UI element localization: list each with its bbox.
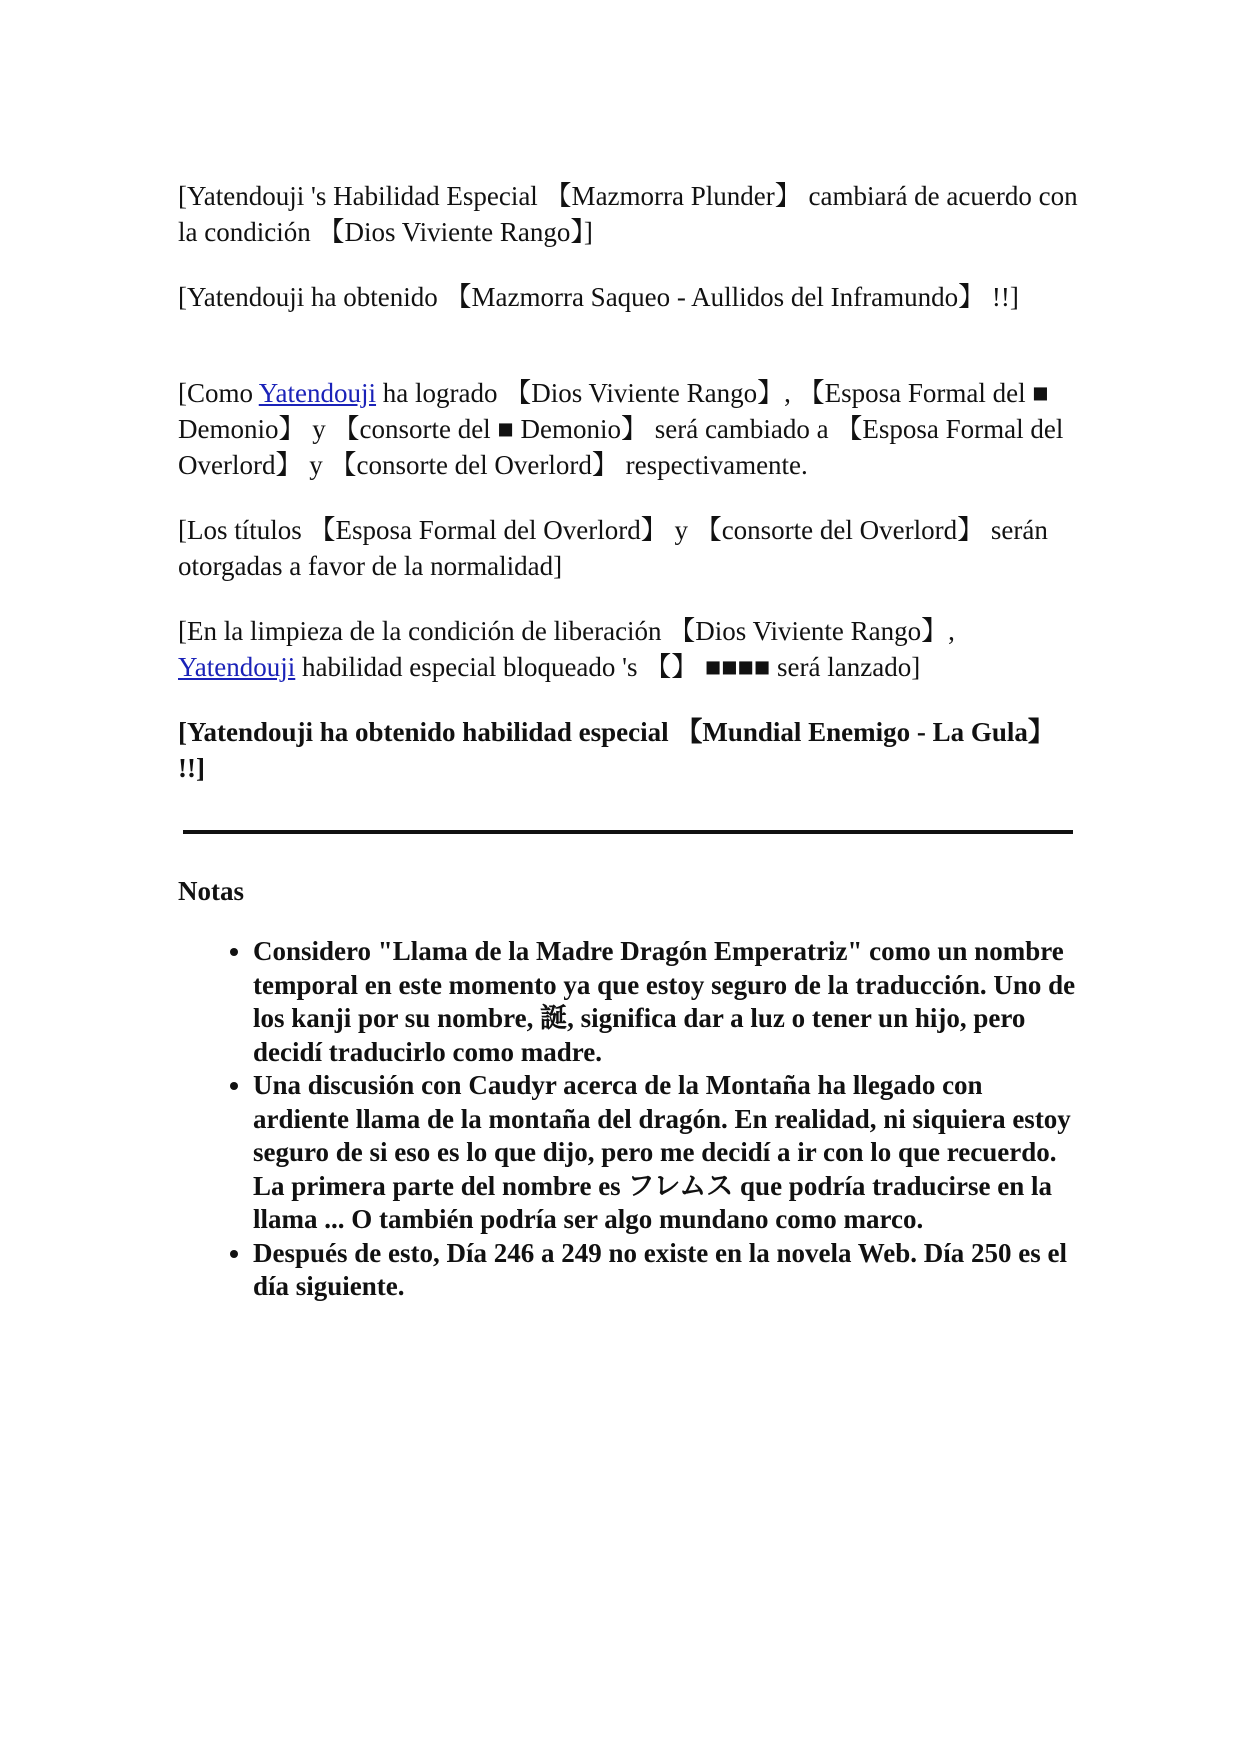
list-item: • Considero "Llama de la Madre Dragón Emperatriz" como un nombre temporal en este momento ya que estoy seguro de la traducción. Uno de los kanji por su nombre, 誕, significa dar a luz o tener un hijo, pero decidí traducirlo como madre. [253,935,1078,1069]
notes-heading: Notas [178,876,244,906]
yatendouji-link[interactable]: Yatendouji [178,652,296,682]
paragraph-text-after: ha logrado 【Dios Viviente Rango】, 【Esposa Formal del ■ Demonio】 y 【consorte del ■ Demonio】 será cambiado a 【Esposa Formal del Overlord】 y 【consorte del Overlord】 respectivamente. [178,378,1064,480]
notes-list [178,935,1078,1304]
list-item: • Una discusión con Caudyr acerca de la Montaña ha llegado con ardiente llama de la montaña del dragón. En realidad, ni siquiera estoy seguro de si eso es lo que dijo, pero me decidí a ir con lo que recuerdo. La primera parte del nombre es フレムス que podría traducirse en la llama ... O también podría ser algo mundano como marco. [253,1069,1078,1237]
list-item: • Después de esto, Día 246 a 249 no existe en la novela Web. Día 250 es el día siguiente. [253,1237,1078,1304]
system-message-titles-granted: [Los títulos 【Esposa Formal del Overlord】 y 【consorte del Overlord】 serán otorgadas a favor de la normalidad] [178,515,1048,581]
system-message-obtained-plunder: [Yatendouji ha obtenido 【Mazmorra Saqueo - Aullidos del Inframundo】 !!] [178,282,1019,312]
document-body [178,178,1078,1304]
system-message-release-condition [178,613,1078,685]
paragraph-text-before: [Como [178,378,259,408]
system-message-ability-change: [Yatendouji 's Habilidad Especial 【Mazmorra Plunder】 cambiará de acuerdo con la condición 【Dios Viviente Rango】] [178,181,1078,247]
horizontal-divider [183,830,1073,834]
system-message-gluttony: [Yatendouji ha obtenido habilidad especial 【Mundial Enemigo - La Gula】 !!] [178,717,1055,783]
paragraph-text-before: [En la limpieza de la condición de liberación 【Dios Viviente Rango】, [178,616,955,646]
system-message-title-change [178,375,1078,483]
paragraph-text-after: habilidad especial bloqueado 's 【】 ■■■■ será lanzado] [295,652,921,682]
yatendouji-link[interactable]: Yatendouji [258,378,377,408]
